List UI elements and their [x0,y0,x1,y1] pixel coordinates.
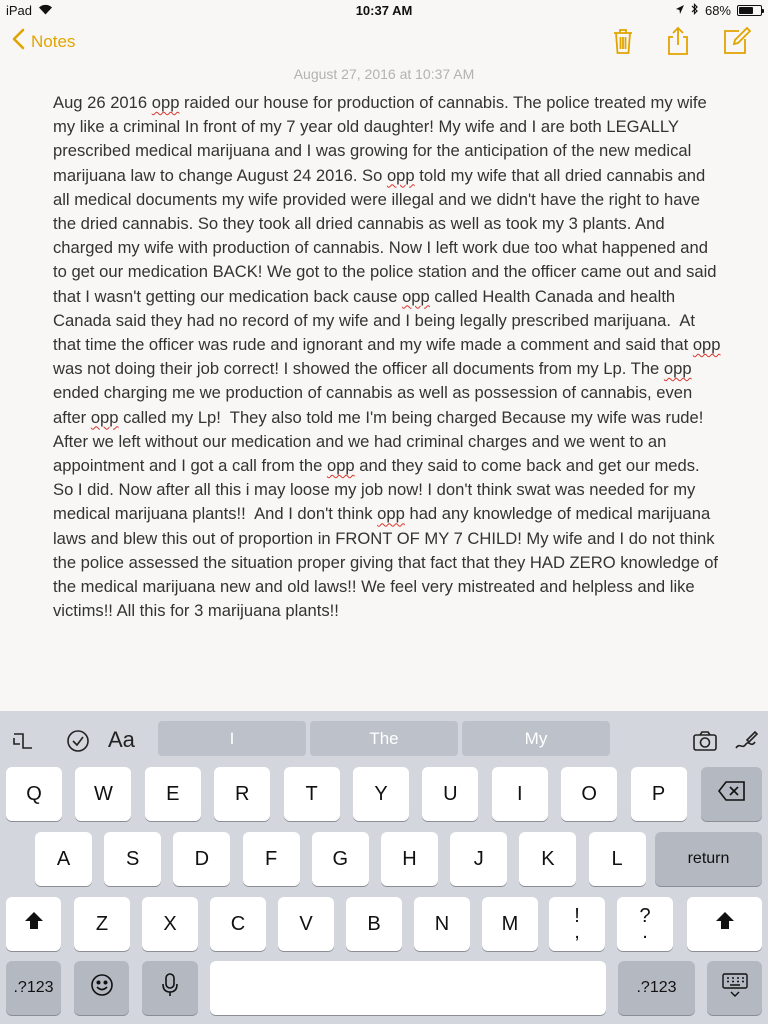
note-body[interactable] [53,91,726,623]
bluetooth-icon [691,3,699,18]
shift-key-left[interactable] [6,897,61,951]
key-p[interactable]: P [631,767,687,821]
shift-icon [23,910,45,938]
note-text: ended charging me we production of cannabis as well as possession of cannabis, even after [53,359,697,427]
camera-icon[interactable] [692,728,718,754]
key-r[interactable]: R [214,767,270,821]
navigation-bar [0,20,768,64]
question-period-key[interactable] [617,897,673,951]
key-g[interactable]: G [312,832,369,886]
note-text: and they said to come back and get our meds. So I did. Now after all this i may loose my job now! I don't think swat was needed for my medical marijuana plants!! And I don't think [53,456,705,524]
chevron-left-icon [12,28,25,55]
note-date: August 27, 2016 at 10:37 AM [293,66,475,82]
delete-icon [717,780,747,808]
sketch-icon[interactable] [733,728,759,754]
shift-icon [714,910,736,938]
trash-icon[interactable] [608,26,638,56]
key-j[interactable]: J [450,832,507,886]
misspelled-word: opp [692,335,721,355]
back-button[interactable] [12,28,75,55]
key-k[interactable]: K [519,832,576,886]
key-z[interactable]: Z [74,897,130,951]
emoji-icon [90,973,114,1003]
key-u[interactable]: U [422,767,478,821]
note-text: Aug 26 2016 [53,93,152,112]
note-text: told my wife that all dried cannabis and all medical documents my wife provided were illegal and we didn't have the right to have the dried cannabis. So they took all dried cannabis as well as took my 3 plants. And charged my wife with production of cannabis. Now I left work due too what happened and to get our medication BACK! We got to the police station and the officer came out and said that I wasn't getting our medication back cause [53,165,722,306]
numbers-key-left[interactable]: .?123 [6,961,61,1015]
space-key[interactable] [210,961,606,1015]
key-n[interactable]: N [414,897,470,951]
keyboard-hide-icon [721,972,749,1004]
prediction-2[interactable]: The [310,721,458,756]
key-a[interactable]: A [35,832,92,886]
note-text: raided our house for production of cannabis. The police treated my wife my like a criminal In front of my 7 year old daughter! My wife and I are both LEGALLY prescribed medical marijuana and I was growing for the anticipation of the new medical marijuana law to change August 24 2016. So [53,93,712,185]
key-x[interactable]: X [142,897,198,951]
key-b[interactable]: B [346,897,402,951]
undo-icon[interactable] [10,728,36,754]
dictation-key[interactable] [142,961,198,1015]
battery-icon [737,5,762,16]
period-label: . [642,921,648,943]
location-icon [675,3,685,18]
checklist-icon[interactable] [65,728,91,754]
misspelled-word: opp [326,456,355,476]
hide-keyboard-key[interactable] [707,961,762,1015]
emoji-key[interactable] [74,961,129,1015]
battery-percent: 68% [704,3,731,18]
text-format-button[interactable]: Aa [108,727,135,752]
misspelled-word: opp [151,93,180,112]
keyboard [0,711,768,1024]
question-label: ? [639,905,651,927]
misspelled-word: opp [663,359,692,379]
shift-key-right[interactable] [687,897,762,951]
exclamation-label: ! [574,905,580,927]
key-m[interactable]: M [482,897,538,951]
key-y[interactable]: Y [353,767,409,821]
key-d[interactable]: D [173,832,230,886]
key-s[interactable]: S [104,832,161,886]
microphone-icon [161,972,179,1004]
status-time: 10:37 AM [355,3,413,18]
prediction-1[interactable]: I [158,721,306,756]
key-f[interactable]: F [243,832,300,886]
note-text: called my Lp! They also told me I'm being charged Because my wife was rude! After we left without our medication and we had criminal charges and we went to an appointment and I got a call from the [53,407,708,476]
key-t[interactable]: T [284,767,340,821]
note-text: was not doing their job correct! I showed the officer all documents from my Lp. The [53,335,726,379]
delete-key[interactable] [701,767,762,821]
shortcut-bar [0,711,768,765]
key-o[interactable]: O [561,767,617,821]
status-bar [0,0,768,20]
compose-icon[interactable] [721,26,751,56]
note-text: called Health Canada and health Canada said they had no record of my wife and I being legally prescribed marijuana. At that time the officer was rude and ignorant and my wife made a comment and said that [53,286,700,355]
share-icon[interactable] [663,26,693,56]
return-key[interactable]: return [655,832,762,886]
key-q[interactable]: Q [6,767,62,821]
key-h[interactable]: H [381,832,438,886]
comma-label: , [574,921,580,943]
misspelled-word: opp [402,286,430,306]
misspelled-word: opp [90,407,119,427]
prediction-3[interactable]: My [462,721,610,756]
misspelled-word: opp [386,165,415,185]
exclamation-comma-key[interactable] [549,897,605,951]
device-label: iPad [6,3,33,18]
note-text: had any knowledge of medical marijuana laws and blew this out of proportion in FRONT OF MY 7 CHILD! My wife and I do not think the police assessed the situation proper giving that fact that they HAD ZERO knowledge of the medical marijuana new and old laws!! We feel very mistreated and helpless and like victims!! All this for 3 marijuana plants!! [53,504,723,621]
key-e[interactable]: E [145,767,201,821]
back-label: Notes [31,31,76,51]
key-c[interactable]: C [210,897,266,951]
key-w[interactable]: W [75,767,131,821]
misspelled-word: opp [377,504,405,524]
key-i[interactable]: I [492,767,548,821]
key-v[interactable]: V [278,897,334,951]
key-l[interactable]: L [589,832,646,886]
numbers-key-right[interactable]: .?123 [618,961,695,1015]
